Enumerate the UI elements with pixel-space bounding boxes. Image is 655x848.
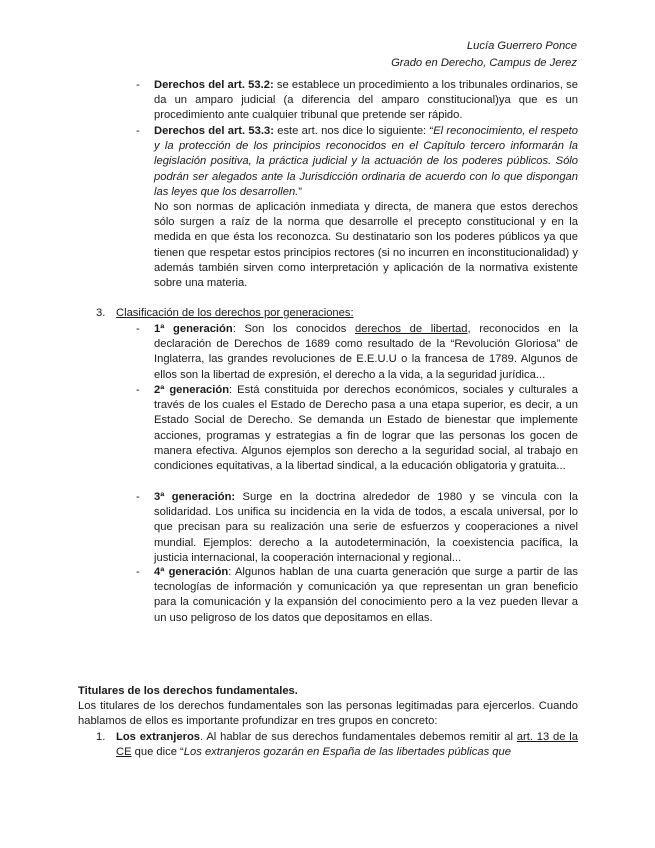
article-53-3-title: Derechos del art. 53.3:	[154, 125, 274, 137]
titulares-intro: Los titulares de los derechos fundamentales son las personas legitimadas para ejercerlos. Cuando hablamos de ellos es importante profundizar en tres grupos en concreto:	[78, 700, 578, 728]
generation-3-item	[154, 490, 578, 566]
course-name: Grado en Derecho, Campus de Jerez	[391, 57, 577, 69]
section-number: 3.	[96, 307, 106, 319]
bullet-dash: -	[136, 323, 140, 335]
generation-1-post: , reconocidos en la declaración de Derechos de 1689 como resultado de la “Revolución Gloriosa” de Inglaterra, las grandes revoluciones de E.E.U.U o la francesa de 1789. Algunos de ellos son la libertad de expresión, el derecho a la vida, a la seguridad jurídica...	[154, 323, 578, 381]
generation-4-item	[154, 565, 578, 626]
article-53-3-item	[154, 124, 578, 291]
article-53-3-quote: El reconocimiento, el respeto y la protección de los principios reconocidos en el Capítulo tercero informarán la legislación positiva, la práctica judicial y la actuación de los poderes públicos. Sólo podrán ser alegados ante la Jurisdicción ordinaria de acuerdo con lo que dispongan las leyes que los desarrollen.	[154, 125, 578, 198]
extranjeros-mid: que dice “	[131, 746, 184, 759]
bullet-dash: -	[136, 491, 140, 503]
generation-4-title: 4ª generación	[154, 566, 229, 578]
generation-2-text: : Está constituida por derechos económicos, sociales y culturales a través de los cuales el Estado de Derecho pasa a una etapa superior, es decir, a un Estado Social de Derecho. Se demanda un Estado de bienestar que implemente acciones, programas y estrategias a fin de lograr que las personas los gocen de manera efectiva. Algunos ejemplos son derecho a la seguridad social, al trabajo en condiciones equitativas, a la libertad sindical, a la educación obligatoria y gratuita...	[154, 384, 578, 473]
bullet-dash: -	[136, 384, 140, 396]
generation-1-title: 1ª generación	[154, 323, 233, 335]
bullet-dash: -	[136, 125, 140, 137]
titulares-heading: Titulares de los derechos fundamentales.	[78, 685, 298, 697]
article-53-3-intro: este art. nos dice lo siguiente: “	[273, 125, 434, 137]
extranjeros-item	[116, 730, 578, 760]
extranjeros-title: Los extranjeros	[116, 731, 201, 743]
list-number: 1.	[96, 731, 106, 743]
article-53-2-text: se establece un procedimiento a los tribunales ordinarios, se da un amparo judicial (a diferencia del amparo constitucional)ya que es un procedimiento ante cualquier tribunal que pretende ser rápido.	[154, 79, 578, 122]
titulares-heading-wrap	[78, 684, 578, 699]
generation-1-item	[154, 322, 578, 383]
page-header	[391, 38, 577, 72]
author-name: Lucía Guerrero Ponce	[466, 40, 577, 52]
extranjeros-pre: . Al hablar de sus derechos fundamentales debemos remitir al	[200, 731, 517, 743]
art-13-link[interactable]: art. 13 de la CE	[116, 731, 578, 759]
article-53-2-title: Derechos del art. 53.2:	[154, 79, 274, 91]
generation-3-title: 3ª generación:	[154, 491, 236, 503]
generation-1-pre: : Son los conocidos	[232, 323, 355, 335]
generation-2-item	[154, 383, 578, 474]
article-53-2-item	[154, 78, 578, 124]
generation-1-link[interactable]: derechos de libertad	[355, 323, 468, 335]
bullet-dash: -	[136, 566, 140, 578]
generation-3-text: Surge en la doctrina alrededor de 1980 y se vincula con la solidaridad. Los unifica su incidencia en la vida de todos, a escala universal, por lo que precisan para su realización una serie de esfuerzos y cooperaciones a nivel mundial. Ejemplos: derecho a la autodeterminación, la coexistencia pacífica, la justicia internacional, la cooperación internacional y regional...	[154, 491, 578, 564]
generations-heading: Clasificación de los derechos por generaciones:	[116, 307, 354, 319]
quote-close: ”	[298, 185, 303, 198]
generations-heading-wrap	[116, 306, 576, 321]
bullet-dash: -	[136, 79, 140, 91]
generation-4-text: : Algunos hablan de una cuarta generación que surge a partir de las tecnologías de información y comunicación ya que representan un gran beneficio para la comunicación y la expansión del conocimiento pero a la vez pueden llevar a un uso peligroso de los datos que depositamos en ellas.	[154, 566, 579, 624]
extranjeros-quote: Los extranjeros gozarán en España de las libertades públicas que	[183, 746, 511, 759]
article-53-3-paragraph: No son normas de aplicación inmediata y directa, de manera que estos derechos sólo surgen a raíz de la norma que desarrolle el precepto constitucional y en la medida en que ésta los reconozca. Su destinatario son los poderes públicos ya que tienen que respetar estos principios rectores (si no incurren en inconstitucionalidad) y además también sirven como interpretación y aplicación de la normativa existente sobre una materia.	[154, 201, 578, 290]
generation-2-title: 2ª generación	[154, 384, 230, 396]
